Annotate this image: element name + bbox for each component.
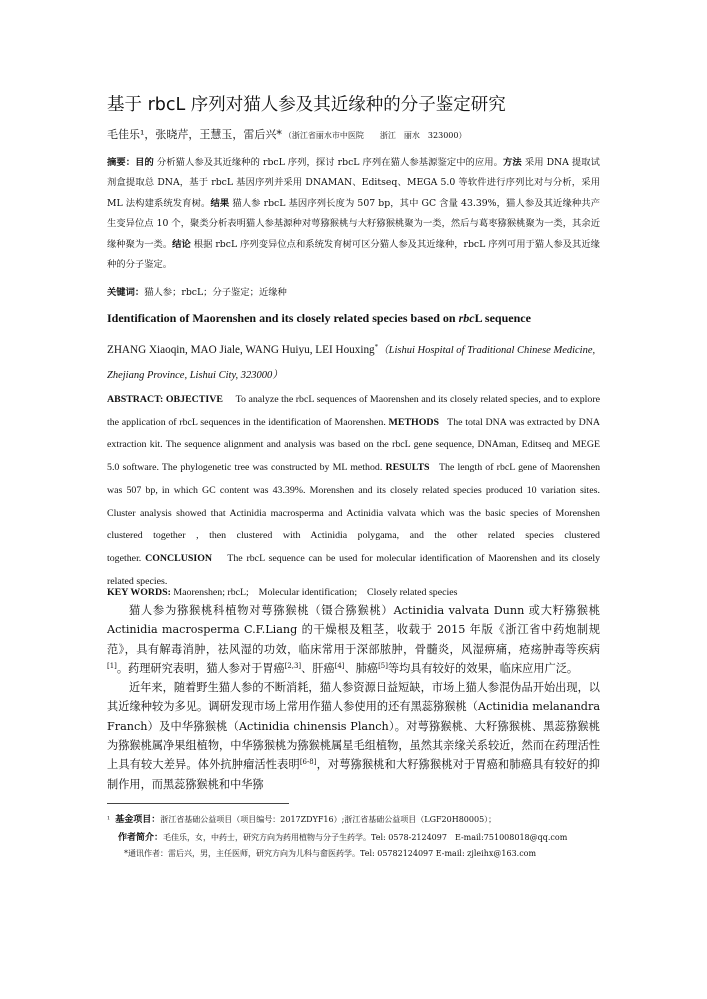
abstract-en-label: ABSTRACT: OBJECTIVE [107,394,223,405]
citation-ref: [4] [334,662,345,671]
body-p1-text-e: 等均具有较好的效果，临床应用广泛。 [387,661,579,675]
results-label-en: RESULTS [385,462,430,474]
keywords-cn [107,285,600,301]
title-en-italic: rbc [458,311,475,325]
results-text-cn: 猫人参 rbcL 基因序列长度为 507 bp，其中 GC 含量 43.39%，猫人参及其近缘种共产生变异位点 10 个，聚类分析表明猫人参基源种对萼猕猴桃与大籽猕猴桃聚为一类，然后与葛枣猕猴桃聚为一类，其余近缘种聚为一类。 [107,197,600,250]
keywords-text-en: Maorenshen; rbcL; Molecular identification; Closely related species [173,587,458,598]
methods-text-en: The total DNA was extracted by DNA extraction kit. The sequence alignment and analysis was based on the rbcL gene sequence, DNAman, Editseq and MEGE 5.0 software. The phylogenetic tree was constructed by ML method. [107,416,601,474]
title-en-part2: L sequence [474,311,531,325]
abstract-cn-label: 摘要： [107,157,136,168]
keywords-label-cn: 关键词： [107,287,145,298]
body-p1-text-d: 、肺癌 [344,661,379,675]
body-p1-text-c: 、肝癌 [301,661,335,675]
footnote-corresponding: *通讯作者：雷后兴，男，主任医师，研究方向为儿科与畲医药学。Tel: 05782124097 E-mail: zjleihx@163.com [124,849,537,858]
body-paragraph-2 [107,678,600,794]
conclusion-text-cn: 根据 rbcL 序列变异位点和系统发育树可区分猫人参及其近缘种，rbcL 序列可用于猫人参及其近缘种的分子鉴定。 [107,238,600,271]
abstract-cn [107,153,600,275]
citation-ref: [2,3] [284,662,302,671]
author-line-cn [107,127,600,144]
footnote-fund [107,814,600,826]
keywords-text-cn: 猫人参；rbcL；分子鉴定；近缘种 [144,287,287,298]
methods-label-en: METHODS [388,416,440,428]
body-p2-text-b: ，对萼猕猴桃和大籽猕猴桃对于胃癌和肺癌具有较好的抑制作用，而黑蕊猕猴桃和中华猕 [107,758,600,791]
abstract-en [107,389,600,593]
author-names-en: ZHANG Xiaoqin, MAO Jiale, WANG Huiyu, LEI Houxing [107,344,375,356]
fund-label: 基金项目： [115,815,161,825]
footnote-mark: 1 [107,815,111,822]
objective-text-en: To analyze the rbcL sequences of Maorenshen and its closely related species, and to explore the application of rbcL sequences in the identification of Maorenshen. [107,394,601,428]
author-affiliation-en: （Lishui Hospital of Traditional Chinese Medicine, Zhejiang Province, Lishui City, 323000） [107,345,596,381]
citation-ref: [1] [107,662,117,671]
paper-title-cn: 基于 rbcL 序列对猫人参及其近缘种的分子鉴定研究 [107,95,506,115]
conclusion-label-en: CONCLUSION [145,552,213,564]
author-names-cn: 毛佳乐¹，张晓芹，王慧玉，雷后兴* [107,128,282,141]
body-text [107,601,600,794]
conclusion-label-cn: 结论 [172,238,191,250]
keywords-en [107,585,600,601]
citation-ref: [5] [378,662,388,671]
results-text-en: The length of rbcL gene of Maorenshen was 507 bp, in which GC content was 43.39%. Morenshen and its closely related species produced 10 variation sites. Cluster analysis showed that Actinidia macrosperma and Actinidia valvata which was the basic species of Morenshen clustered together , then clustered with Actinidia polygama, and the other related species clustered together. [107,462,601,564]
keywords-label-en: KEY WORDS: [107,587,171,598]
citation-ref: [6-8] [299,758,317,767]
author-intro-label: 作者简介： [118,833,164,843]
footnote-author [118,832,611,844]
author-line-en [107,338,600,388]
body-paragraph-1 [107,601,600,678]
fund-text: 浙江省基础公益项目（项目编号：2017ZDYF16）;浙江省基础公益项目（LGF20H80005）； [160,815,497,824]
title-en-part1: Identification of Maorenshen and its closely related species based on [107,311,459,325]
author-affiliation-cn: （浙江省丽水市中医院 浙江 丽水 323000） [283,131,467,140]
body-p2-text-a: 近年来，随着野生猫人参的不断消耗，猫人参资源日益短缺，市场上猫人参混伪品开始出现，以其近缘种较为多见。调研发现市场上常用作猫人参使用的还有黑蕊猕猴桃（Actinidia melanandra Franch）及中华猕猴桃（Actinidia chinensis Planch）。对萼猕猴桃、大籽猕猴桃、黑蕊猕猴桃为猕猴桃属净果组植物，中华猕猴桃为猕猴桃属星毛组植物，虽然其亲缘关系较近，然而在药理活性上具有较大差异。体外抗肿瘤活性表明 [107,681,600,772]
objective-label-cn: 目的 [135,157,154,168]
methods-label-cn: 方法 [503,157,522,168]
footnote-divider [107,803,289,804]
objective-text-cn: 分析猫人参及其近缘种的 rbcL 序列，探讨 rbcL 序列在猫人参基源鉴定中的应用。 [156,157,504,168]
author-intro-text: 毛佳乐，女，中药士，研究方向为药用植物与分子生药学。Tel: 0578-2124097 E-mail:751008018@qq.com [163,833,568,842]
conclusion-text-en: The rbcL sequence can be used for molecular identification of Maorenshen and its closely related species. [107,552,601,587]
body-p1-text-b: 。药理研究表明，猫人参对于胃癌 [116,661,285,675]
paper-title-en [107,309,600,327]
body-p1-text-a: 猫人参为猕猴桃科植物对萼猕猴桃（镊合猕猴桃）Actinidia valvata Dunn 或大籽猕猴桃 Actinidia macrosperma C.F.Liang 的干燥根及粗茎，收载于 2015 年版《浙江省中药炮制规范》，具有解毒消肿，祛风湿的功效，临床常用于深部脓肿，骨髓炎，风湿痹痛，疮疡肿毒等疾病 [107,604,600,656]
methods-text-cn: 采用 DNA 提取试剂盒提取总 DNA，基于 rbcL 基因序列并采用 DNAMAN、Editseq、MEGA 5.0 等软件进行序列比对与分析，采用 ML 法构建系统发育树。 [107,157,600,209]
results-label-cn: 结果 [210,197,230,209]
corresponding-mark: * [374,343,379,352]
